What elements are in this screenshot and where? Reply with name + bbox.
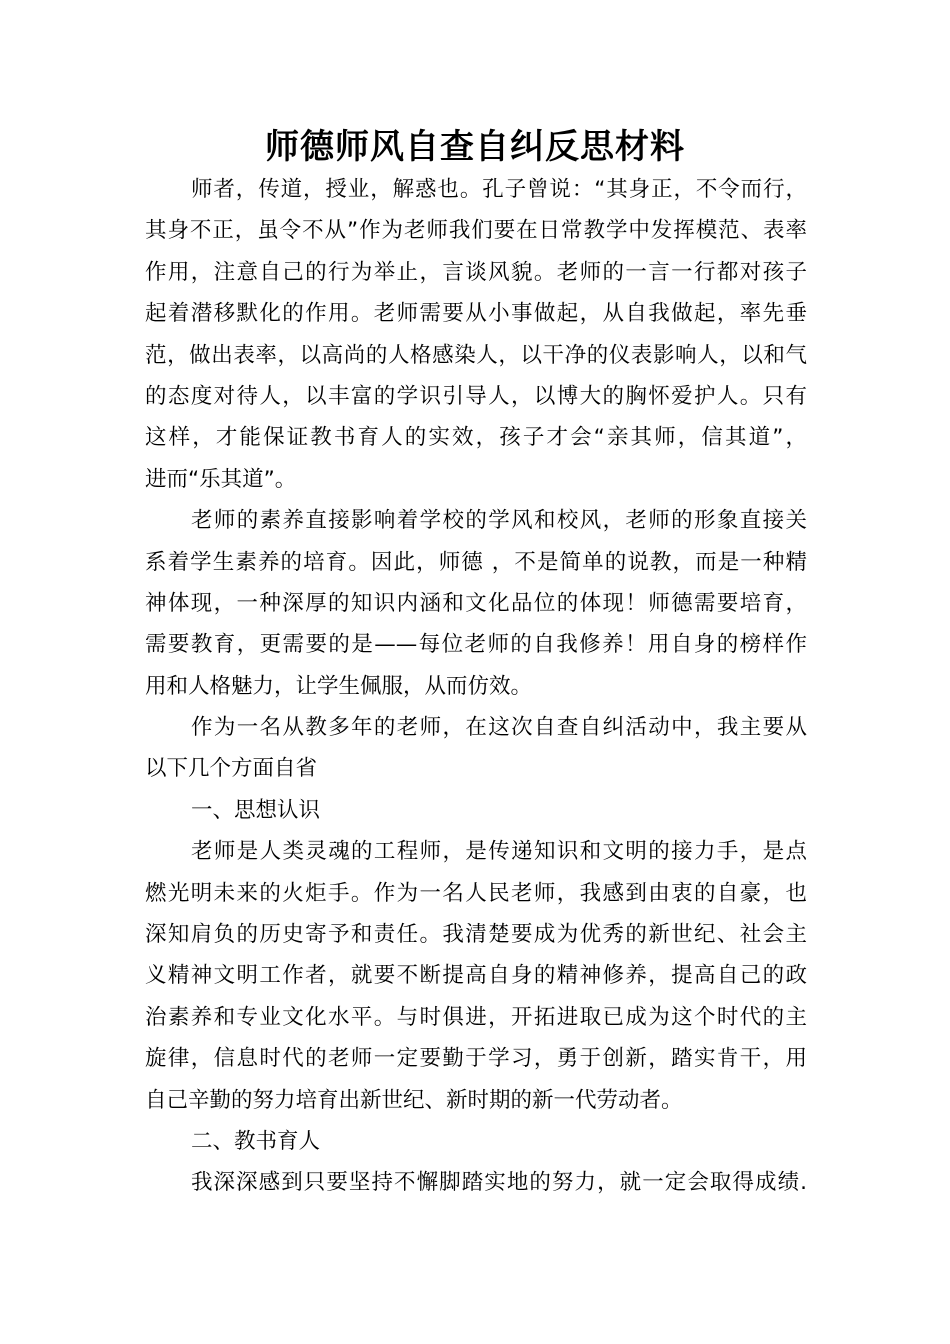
paragraph-line: 以下几个方面自省 [145, 756, 318, 782]
paragraph-line: 其身不正，虽令不从”作为老师我们要在日常教学中发挥模范、表率 [145, 218, 807, 244]
paragraph-line: 的态度对待人，以丰富的学识引导人，以博大的胸怀爱护人。只有 [145, 383, 807, 409]
paragraph-line: 师者，传道，授业，解惑也。孔子曾说：“其身正，不令而行， [191, 177, 807, 202]
paragraph-line: 用和人格魅力，让学生佩服，从而仿效。 [145, 673, 533, 699]
paragraph-line: 需要教育，更需要的是——每位老师的自我修养！用自身的榜样作 [145, 632, 807, 658]
paragraph-line: 自己辛勤的努力培育出新世纪、新时期的新一代劳动者。 [145, 1087, 683, 1113]
section-heading: 一、思想认识 [191, 797, 321, 823]
paragraph-line: 这样，才能保证教书育人的实效，孩子才会“亲其师，信其道”， [145, 425, 807, 451]
paragraph-line: 老师是人类灵魂的工程师，是传递知识和文明的接力手，是点 [191, 839, 807, 865]
paragraph-line: 义精神文明工作者，就要不断提高自身的精神修养，提高自己的政 [145, 963, 807, 989]
paragraph-line: 系着学生素养的培育。因此，师德 ，不是简单的说教，而是一种精 [145, 549, 807, 575]
document-title: 师德师风自查自纠反思材料 [265, 127, 685, 167]
paragraph-line: 起着潜移默化的作用。老师需要从小事做起，从自我做起，率先垂 [145, 301, 807, 327]
paragraph-line: 范，做出表率，以高尚的人格感染人，以干净的仪表影响人，以和气 [145, 342, 807, 368]
paragraph-line: 作为一名从教多年的老师，在这次自查自纠活动中，我主要从 [191, 715, 807, 741]
section-heading: 二、教书育人 [191, 1128, 321, 1154]
paragraph-line: 旋律，信息时代的老师一定要勤于学习，勇于创新，踏实肯干，用 [145, 1046, 807, 1072]
paragraph-line: 老师的素养直接影响着学校的学风和校风，老师的形象直接关 [191, 508, 807, 534]
document-body [145, 169, 807, 1204]
paragraph-line: 燃光明未来的火炬手。作为一名人民老师，我感到由衷的自豪，也 [145, 880, 807, 906]
paragraph-line: 神体现，一种深厚的知识内涵和文化品位的体现！师德需要培育， [145, 590, 807, 616]
paragraph-line: 治素养和专业文化水平。与时俱进，开拓进取已成为这个时代的主 [145, 1004, 807, 1030]
paragraph-line: 进而“乐其道”。 [145, 466, 297, 492]
paragraph-line: 作用，注意自己的行为举止，言谈风貌。老师的一言一行都对孩子 [145, 259, 807, 285]
paragraph-line: 我深深感到只要坚持不懈脚踏实地的努力，就一定会取得成绩. [191, 1170, 807, 1196]
paragraph-line: 深知肩负的历史寄予和责任。我清楚要成为优秀的新世纪、社会主 [145, 922, 807, 948]
